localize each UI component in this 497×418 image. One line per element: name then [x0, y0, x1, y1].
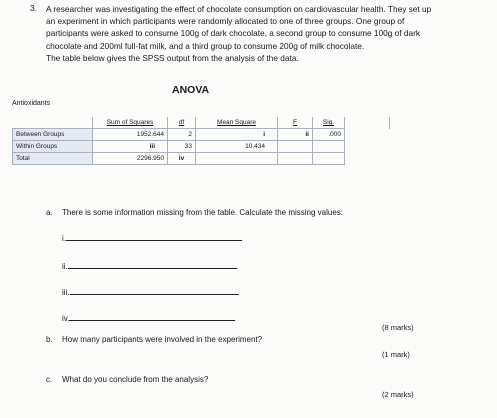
answer-line-i[interactable]: [66, 240, 242, 241]
anova-header-row: [13, 117, 390, 129]
table-row: [13, 141, 390, 153]
row-label: Within Groups: [13, 141, 93, 153]
row-label: Total: [13, 153, 93, 165]
anova-title: ANOVA: [172, 84, 210, 96]
question-line: an experiment in which participants were randomly allocated to one of three groups. One group of: [46, 16, 405, 27]
answer-item-label: ii.: [62, 262, 68, 271]
header-df: df: [168, 117, 196, 129]
part-b-letter: b.: [46, 335, 53, 344]
cell-ms: 10.434: [196, 141, 278, 153]
question-line: chocolate and 200ml full-fat milk, and a third group to consume 200g of milk chocolate.: [46, 40, 365, 51]
part-b-marks: (1 mark): [382, 350, 410, 359]
header-mean-square: Mean Square: [196, 117, 278, 129]
question-line: The table below gives the SPSS output from the analysis of the data.: [46, 52, 299, 63]
cell-sig: .000: [313, 129, 345, 141]
cell-ss: iii: [93, 141, 168, 153]
cell-f: [278, 153, 313, 165]
dependent-variable-label: Antioxidants: [12, 100, 51, 107]
part-b-text: How many participants were involved in the experiment?: [62, 335, 263, 344]
cell-sig: [313, 141, 345, 153]
cell-sig: [313, 153, 345, 165]
cell-df: 2: [168, 129, 196, 141]
answer-line-ii[interactable]: [68, 268, 237, 269]
row-label: Between Groups: [13, 129, 93, 141]
cell-f: ii: [278, 129, 313, 141]
cell-trailing: [345, 129, 390, 141]
cell-df: 33: [168, 141, 196, 153]
answer-item-label: iv.: [62, 314, 70, 323]
answer-item-i: [62, 234, 242, 243]
answer-item-ii: [62, 262, 237, 271]
cell-ms: i: [196, 129, 278, 141]
part-a-text: There is some information missing from the table. Calculate the missing values:: [62, 208, 344, 217]
part-a-marks: (8 marks): [382, 323, 414, 332]
cell-ss: 1952.644: [93, 129, 168, 141]
part-c-letter: c.: [46, 375, 53, 384]
part-c-marks: (2 marks): [382, 390, 414, 399]
answer-line-iv[interactable]: [69, 320, 235, 321]
header-sum-of-squares: Sum of Squares: [93, 117, 168, 129]
cell-ss: 2296.950: [93, 153, 168, 165]
header-trailing-blank: [345, 117, 390, 129]
anova-table: [12, 117, 390, 165]
answer-item-iv: [62, 314, 235, 323]
table-row: [13, 129, 390, 141]
part-c-text: What do you conclude from the analysis?: [62, 375, 209, 384]
question-line: participants were asked to consume 100g of dark chocolate, a second group to consume 100g of dark: [46, 28, 421, 39]
question-number: 3.: [30, 3, 38, 13]
part-a-letter: a.: [46, 208, 53, 217]
question-line: A researcher was investigating the effect of chocolate consumption on cardiovascular health. They set up: [46, 4, 432, 14]
cell-trailing: [345, 141, 390, 153]
header-blank: [13, 117, 93, 129]
cell-f: [278, 141, 313, 153]
answer-line-iii[interactable]: [70, 294, 239, 295]
answer-item-iii: [62, 288, 239, 297]
header-f: F: [278, 117, 313, 129]
table-row: [13, 153, 390, 165]
cell-df: iv: [168, 153, 196, 165]
answer-item-label: iii.: [62, 288, 70, 297]
cell-trailing: [345, 153, 390, 165]
cell-ms: [196, 153, 278, 165]
question-text: [46, 3, 486, 64]
answer-item-label: i.: [62, 234, 66, 243]
header-sig: Sig.: [313, 117, 345, 129]
